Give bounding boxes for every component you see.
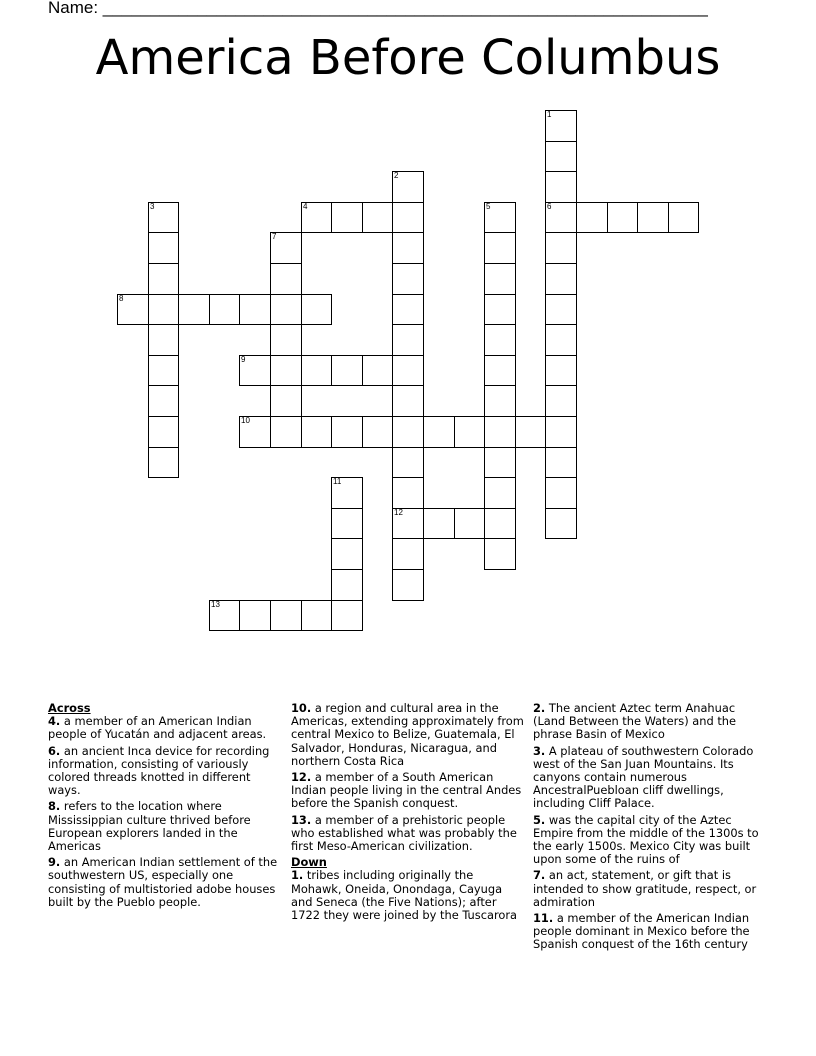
clue-down-3: 3. A plateau of southwestern Colorado west of the San Juan Mountains. Its canyons contain numerous AncestralPuebloan cliff dwellings, including Cliff Palace. (533, 743, 754, 811)
clue-number: 11 (333, 477, 342, 486)
grid-cell[interactable] (515, 416, 546, 448)
clue-across-9: 9. an American Indian settlement of the southwestern US, especially one consisting of multistoried adobe houses built by the Pueblo people. (48, 855, 278, 909)
grid-cell[interactable] (239, 600, 271, 631)
clue-across-6: 6. an ancient Inca device for recording information, consisting of variously colored threads knotted in different ways. (48, 743, 270, 798)
grid-cell[interactable] (484, 202, 516, 233)
grid-cell[interactable] (576, 202, 608, 233)
grid-cell[interactable] (392, 263, 424, 295)
grid-cell[interactable] (331, 416, 363, 448)
grid-cell[interactable] (209, 294, 240, 325)
grid-cell[interactable] (301, 600, 332, 631)
clue-number: 3 (150, 202, 155, 211)
clue-down-1: 1. tribes including originally the Mohawk, Oneida, Onondaga, Cayuga and Seneca (the Five Nations); after 1722 they were joined by the Tuscarora (291, 868, 518, 923)
grid-cell[interactable] (545, 263, 577, 295)
clues-column-1 (48, 702, 284, 912)
grid-cell[interactable] (270, 600, 302, 631)
grid-cell[interactable] (148, 324, 179, 356)
grid-cell[interactable] (545, 110, 577, 142)
grid-cell[interactable] (270, 385, 302, 417)
grid-cell[interactable] (423, 508, 455, 539)
grid-cell[interactable] (545, 447, 577, 478)
grid-cell[interactable] (362, 202, 393, 233)
grid-cell[interactable] (454, 508, 485, 539)
grid-cell[interactable] (545, 416, 577, 448)
clue-number: 4 (303, 202, 308, 211)
across-heading: Across (48, 701, 91, 715)
grid-cell[interactable] (331, 569, 363, 601)
grid-cell[interactable] (545, 141, 577, 172)
grid-cell[interactable] (392, 538, 424, 570)
grid-cell[interactable] (484, 355, 516, 386)
grid-cell[interactable] (270, 232, 302, 264)
grid-cell[interactable] (148, 294, 179, 325)
grid-cell[interactable] (331, 477, 363, 509)
clue-down-7: 7. an act, statement, or gift that is intended to show gratitude, respect, or admiration (533, 868, 757, 909)
clue-across-10: 10. a region and cultural area in the Americas, extending approximately from central Mexico to Belize, Guatemala, El Salvador, Honduras, Nicaragua, and northern Costa Rica (291, 701, 524, 768)
grid-cell[interactable] (270, 324, 302, 356)
grid-cell[interactable] (637, 202, 669, 233)
grid-cell[interactable] (301, 294, 332, 325)
grid-cell[interactable] (301, 202, 332, 233)
down-heading: Down (291, 855, 327, 870)
grid-cell[interactable] (484, 508, 516, 539)
grid-cell[interactable] (301, 355, 332, 386)
grid-cell[interactable] (148, 416, 179, 448)
grid-cell[interactable] (148, 202, 179, 233)
grid-cell[interactable] (392, 232, 424, 264)
grid-cell[interactable] (117, 294, 149, 325)
grid-cell[interactable] (392, 171, 424, 203)
clue-number: 8 (119, 294, 124, 303)
grid-cell[interactable] (392, 385, 424, 417)
grid-cell[interactable] (607, 202, 638, 233)
grid-cell[interactable] (239, 355, 271, 386)
grid-cell[interactable] (331, 202, 363, 233)
grid-cell[interactable] (301, 416, 332, 448)
name-label: Name: ________________________________________________________________ (48, 0, 708, 17)
clue-number: 6 (547, 202, 552, 211)
clue-number: 2 (394, 171, 399, 180)
grid-cell[interactable] (545, 508, 577, 539)
clue-down-2: 2. The ancient Aztec term Anahuac (Land Between the Waters) and the phrase Basin of Mexico (533, 701, 737, 742)
clues-column-2 (291, 702, 527, 925)
grid-cell[interactable] (331, 538, 363, 570)
grid-cell[interactable] (484, 324, 516, 356)
grid-cell[interactable] (239, 294, 271, 325)
clue-number: 5 (486, 202, 491, 211)
clue-number: 12 (394, 508, 403, 517)
grid-cell[interactable] (392, 508, 424, 539)
grid-cell[interactable] (209, 600, 240, 631)
grid-cell[interactable] (148, 263, 179, 295)
grid-cell[interactable] (392, 416, 424, 448)
grid-cell[interactable] (392, 477, 424, 509)
grid-cell[interactable] (362, 416, 393, 448)
grid-cell[interactable] (392, 447, 424, 478)
grid-cell[interactable] (545, 294, 577, 325)
grid-cell[interactable] (484, 385, 516, 417)
grid-cell[interactable] (331, 508, 363, 539)
clue-number: 10 (241, 416, 250, 425)
grid-cell[interactable] (148, 385, 179, 417)
clue-across-8: 8. refers to the location where Mississippian culture thrived before European explorers landed in the Americas (48, 799, 251, 854)
page-title: America Before Columbus (95, 30, 721, 86)
grid-cell[interactable] (392, 355, 424, 386)
clue-number: 7 (272, 232, 277, 241)
grid-cell[interactable] (484, 447, 516, 478)
clue-down-5: 5. was the capital city of the Aztec Empire from the middle of the 1300s to the early 1500s. Mexico City was built upon some of the ruins of (533, 812, 759, 867)
clue-across-13: 13. a member of a prehistoric people who established what was probably the first Meso-American civilization. (291, 812, 517, 854)
grid-cell[interactable] (423, 416, 455, 448)
grid-cell[interactable] (270, 263, 302, 295)
grid-cell[interactable] (484, 263, 516, 295)
grid-cell[interactable] (392, 294, 424, 325)
grid-cell[interactable] (545, 355, 577, 386)
grid-cell[interactable] (484, 538, 516, 570)
grid-cell[interactable] (270, 294, 302, 325)
clue-number: 9 (241, 355, 246, 364)
grid-cell[interactable] (545, 171, 577, 203)
grid-cell[interactable] (148, 447, 179, 478)
grid-cell[interactable] (545, 232, 577, 264)
clue-number: 13 (211, 600, 220, 609)
grid-cell[interactable] (484, 294, 516, 325)
clue-across-4: 4. a member of an American Indian people of Yucatán and adjacent areas. (48, 714, 267, 742)
grid-cell[interactable] (392, 324, 424, 356)
grid-cell[interactable] (484, 477, 516, 509)
grid-cell[interactable] (331, 600, 363, 631)
grid-cell[interactable] (270, 355, 302, 386)
grid-cell[interactable] (148, 232, 179, 264)
grid-cell[interactable] (392, 202, 424, 233)
clues-column-3 (533, 702, 769, 955)
grid-cell[interactable] (484, 232, 516, 264)
grid-cell[interactable] (392, 569, 424, 601)
grid-cell[interactable] (270, 416, 302, 448)
grid-cell[interactable] (545, 477, 577, 509)
grid-cell[interactable] (178, 294, 210, 325)
grid-cell[interactable] (239, 416, 271, 448)
grid-cell[interactable] (545, 202, 577, 233)
grid-cell[interactable] (545, 385, 577, 417)
grid-cell[interactable] (668, 202, 699, 233)
clue-across-12: 12. a member of a South American Indian people living in the central Andes before the Spanish conquest. (291, 770, 522, 811)
grid-cell[interactable] (331, 355, 363, 386)
grid-cell[interactable] (148, 355, 179, 386)
grid-cell[interactable] (362, 355, 393, 386)
clue-number: 1 (547, 110, 552, 119)
grid-cell[interactable] (484, 416, 516, 448)
grid-cell[interactable] (454, 416, 485, 448)
clue-down-11: 11. a member of the American Indian people dominant in Mexico before the Spanish conquest of the 16th century (533, 911, 750, 952)
grid-cell[interactable] (545, 324, 577, 356)
